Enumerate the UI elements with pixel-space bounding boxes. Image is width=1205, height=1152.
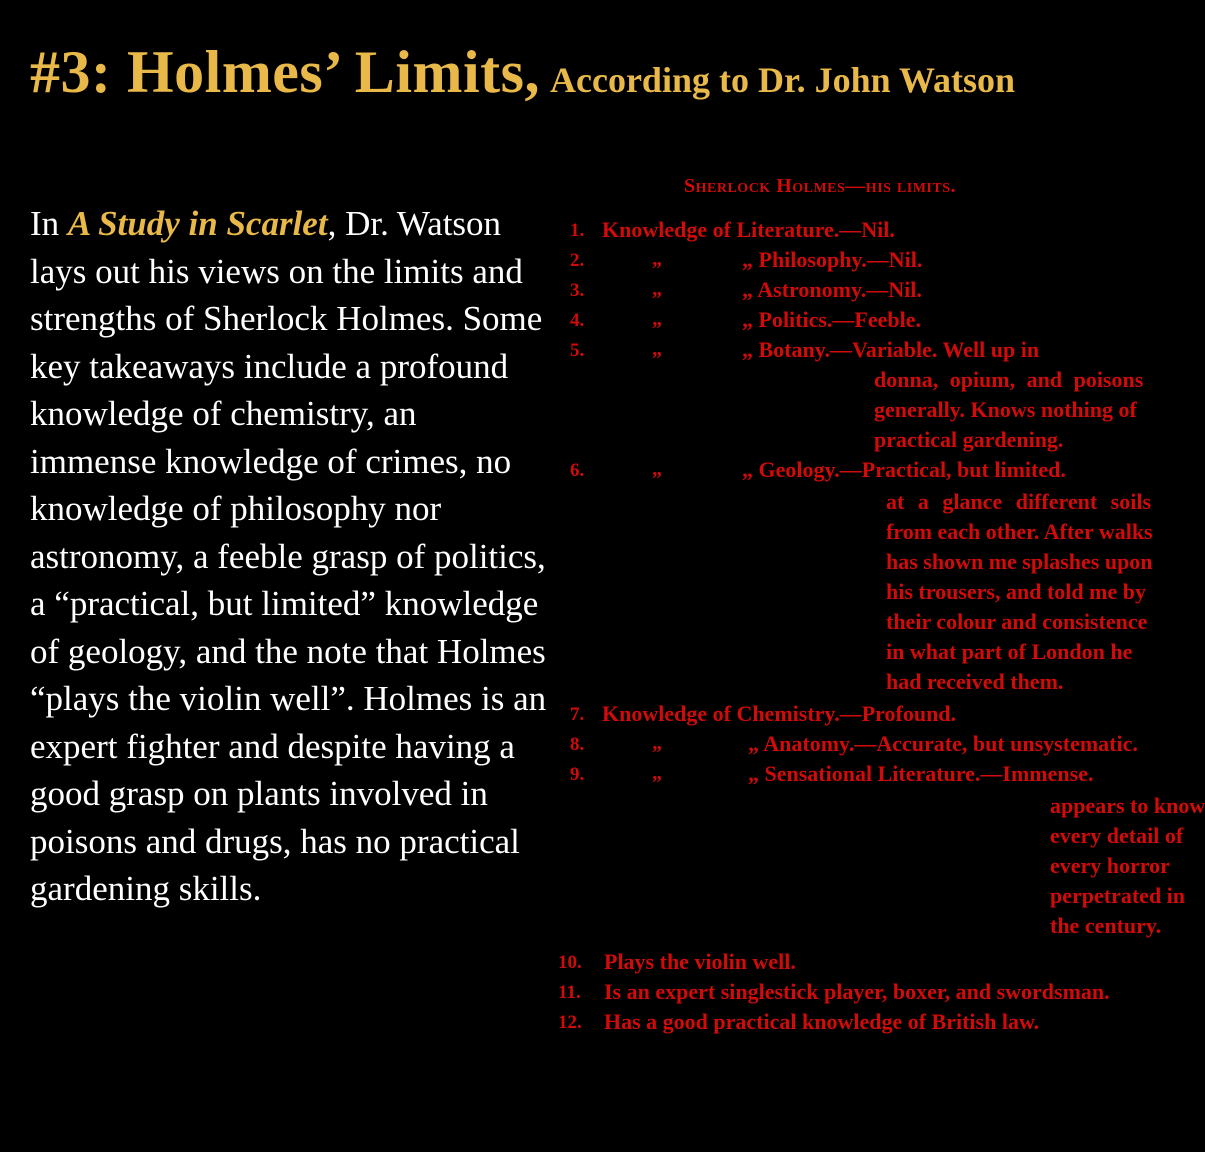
excerpt-line: perpetrated in xyxy=(1050,883,1186,908)
item-number: 2. xyxy=(570,250,585,271)
excerpt-line: Knowledge of Literature.—Nil. xyxy=(602,217,895,242)
excerpt-line: every detail of xyxy=(1050,823,1184,848)
excerpt-line: „ Sensational Literature.—Immense. xyxy=(748,761,1094,786)
excerpt-line: at a glance different soils xyxy=(886,489,1152,514)
item-number: 7. xyxy=(570,704,585,725)
excerpt-line: donna, opium, and poisons xyxy=(874,367,1144,392)
excerpt-line: in what part of London he xyxy=(886,639,1133,664)
excerpt-line: generally. Knows nothing of xyxy=(874,397,1137,422)
excerpt-line: practical gardening. xyxy=(874,427,1064,452)
item-number: 4. xyxy=(570,310,585,331)
slide-title xyxy=(30,38,1015,107)
title-subtitle: According to Dr. John Watson xyxy=(549,60,1016,100)
description-paragraph xyxy=(30,200,550,913)
excerpt-line: every horror xyxy=(1050,853,1170,878)
excerpt-line: „ Anatomy.—Accurate, but unsystematic. xyxy=(748,731,1138,756)
book-title: A Study in Scarlet xyxy=(67,204,328,243)
excerpt-line: Knowledge of Chemistry.—Profound. xyxy=(602,701,957,726)
excerpt-line: has shown me splashes upon xyxy=(886,549,1153,574)
ditto-mark: „ xyxy=(652,458,662,480)
excerpt-line: had received them. xyxy=(886,669,1064,694)
ditto-mark: „ xyxy=(652,308,662,330)
excerpt-line: „ Geology.—Practical, but limited. xyxy=(742,457,1066,482)
item-number: 6. xyxy=(570,460,585,481)
excerpt-line: from each other. After walks xyxy=(886,519,1153,544)
ditto-mark: „ xyxy=(652,278,662,300)
item-number: 8. xyxy=(570,734,585,755)
excerpt-line: appears to know xyxy=(1050,793,1205,818)
body-rest: , Dr. Watson lays out his views on the limits and strengths of Sherlock Holmes. Some key takeaways include a profound knowledge of chemistry, an immense knowledge of crimes, no knowledge of philosophy nor astronomy, a feeble grasp of politics, a “practical, but limited” knowledge of geology, and the note that Holmes “plays the violin well”. Holmes is an expert fighter and despite having a good grasp on plants involved in poisons and drugs, has no practical gardening skills. xyxy=(30,204,547,908)
excerpt-line: „ Philosophy.—Nil. xyxy=(742,247,923,272)
excerpt-line: Is an expert singlestick player, boxer, and swordsman. xyxy=(604,979,1110,1004)
excerpt-line: Plays the violin well. xyxy=(604,949,796,974)
item-number: 11. xyxy=(558,982,581,1003)
excerpt-line: Has a good practical knowledge of British law. xyxy=(604,1009,1040,1034)
excerpt-line: his trousers, and told me by xyxy=(886,579,1146,604)
ditto-mark: „ xyxy=(652,338,662,360)
excerpt-heading: Sherlock Holmes—his limits. xyxy=(684,175,957,197)
item-number: 9. xyxy=(570,764,585,785)
body-intro: In xyxy=(30,204,68,243)
ditto-mark: „ xyxy=(652,762,662,784)
excerpt-line: the century. xyxy=(1050,913,1162,938)
excerpt-line: „ Politics.—Feeble. xyxy=(742,307,922,332)
item-number: 3. xyxy=(570,280,585,301)
excerpt-line: „ Astronomy.—Nil. xyxy=(742,277,922,302)
ditto-mark: „ xyxy=(652,732,662,754)
item-number: 12. xyxy=(558,1012,582,1033)
excerpt-line: „ Botany.—Variable. Well up in xyxy=(742,337,1040,362)
book-excerpt-scan xyxy=(556,170,1205,1050)
item-number: 1. xyxy=(570,220,585,241)
excerpt-line: their colour and consistence xyxy=(886,609,1148,634)
item-number: 5. xyxy=(570,340,585,361)
ditto-mark: „ xyxy=(652,248,662,270)
title-main: #3: Holmes’ Limits, xyxy=(30,39,540,105)
item-number: 10. xyxy=(558,952,582,973)
